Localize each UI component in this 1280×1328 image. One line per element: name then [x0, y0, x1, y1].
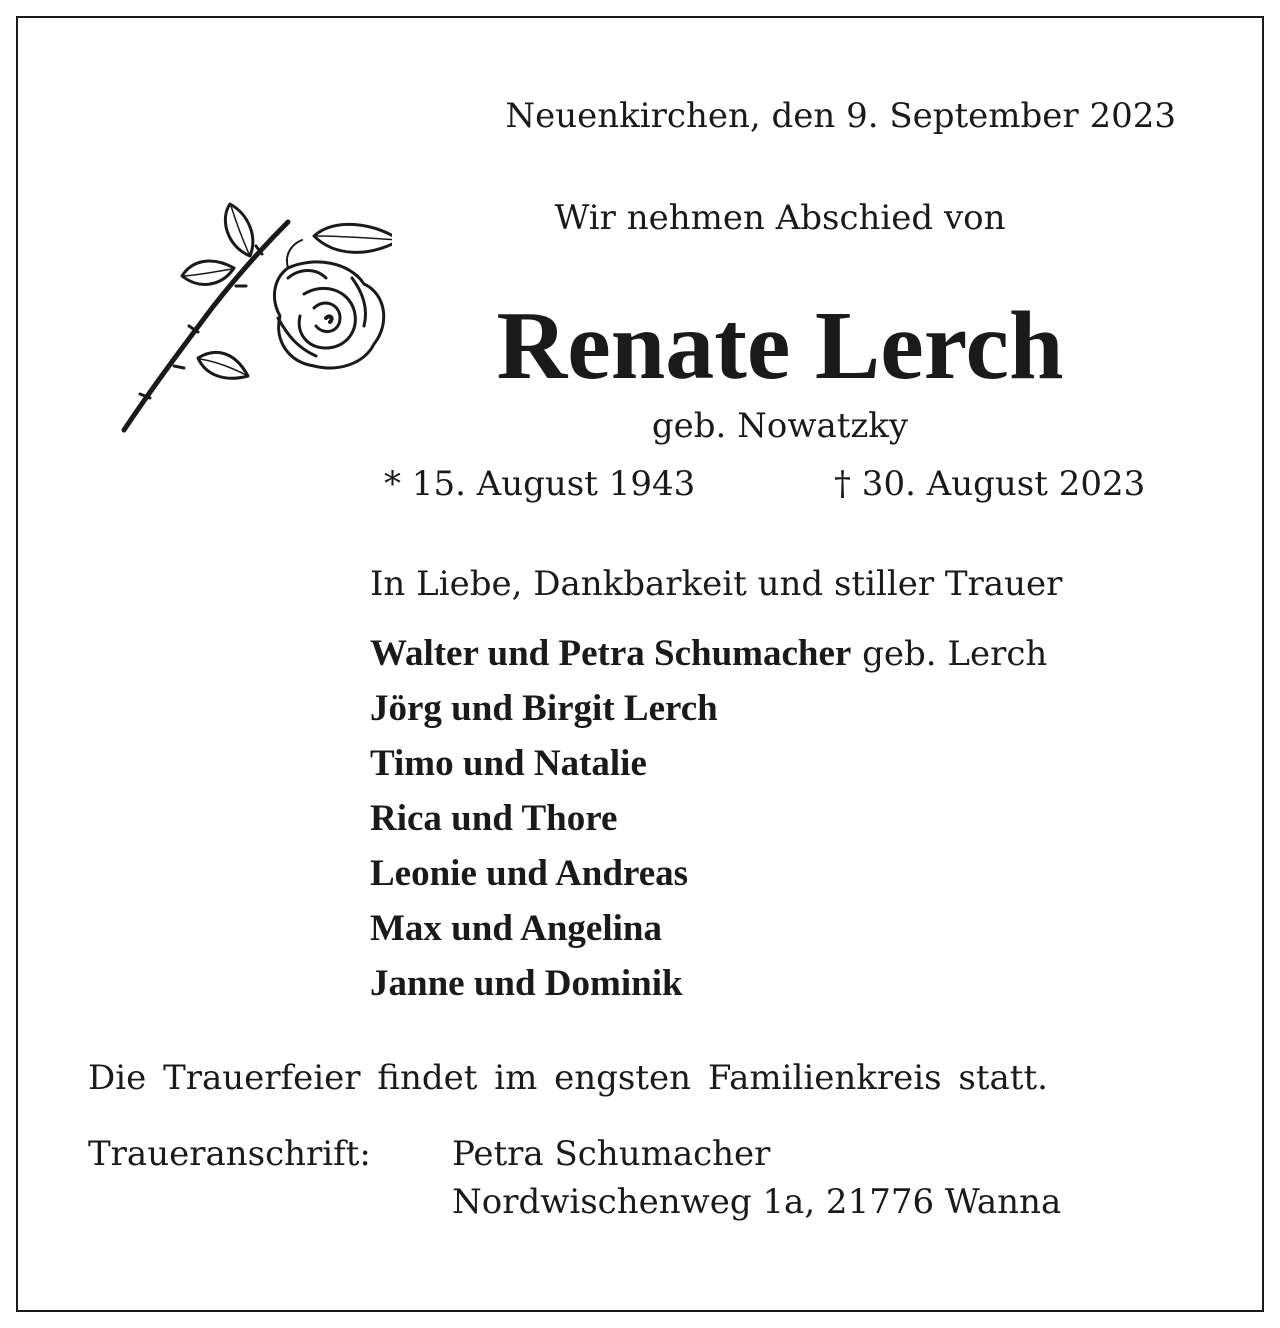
address-line-2: Nordwischenweg 1a, 21776 Wanna	[452, 1182, 1062, 1222]
intro-line: Wir nehmen Abschied von	[554, 198, 1006, 238]
obituary-notice	[16, 16, 1264, 1312]
place-date: Neuenkirchen, den 9. September 2023	[505, 96, 1176, 136]
mourner-suffix: geb. Lerch	[851, 634, 1048, 674]
mourner-name: Janne und Dominik	[370, 963, 683, 1004]
address-label: Traueranschrift:	[88, 1134, 371, 1174]
list-item	[370, 901, 1047, 956]
deceased-name: Renate Lerch	[496, 292, 1064, 400]
mourner-name: Max und Angelina	[370, 908, 662, 949]
death-date: † 30. August 2023	[834, 464, 1146, 504]
list-item	[370, 736, 1047, 791]
mourner-name: Walter und Petra Schumacher	[370, 633, 852, 674]
list-item	[370, 626, 1047, 681]
mourner-name: Rica und Thore	[370, 798, 618, 839]
list-item	[370, 956, 1047, 1011]
mourning-line: In Liebe, Dankbarkeit und stiller Trauer	[370, 564, 1063, 604]
mourners-list	[370, 626, 1047, 1011]
mourner-name: Leonie und Andreas	[370, 853, 689, 894]
funeral-note: Die Trauerfeier findet im engsten Familienkreis statt.	[88, 1058, 1048, 1098]
mourner-name: Timo und Natalie	[370, 743, 647, 784]
mourner-name: Jörg und Birgit Lerch	[370, 688, 718, 729]
list-item	[370, 846, 1047, 901]
address-line-1: Petra Schumacher	[452, 1134, 771, 1174]
list-item	[370, 791, 1047, 846]
list-item	[370, 681, 1047, 736]
maiden-name: geb. Nowatzky	[651, 406, 909, 446]
birth-date: * 15. August 1943	[384, 464, 696, 504]
